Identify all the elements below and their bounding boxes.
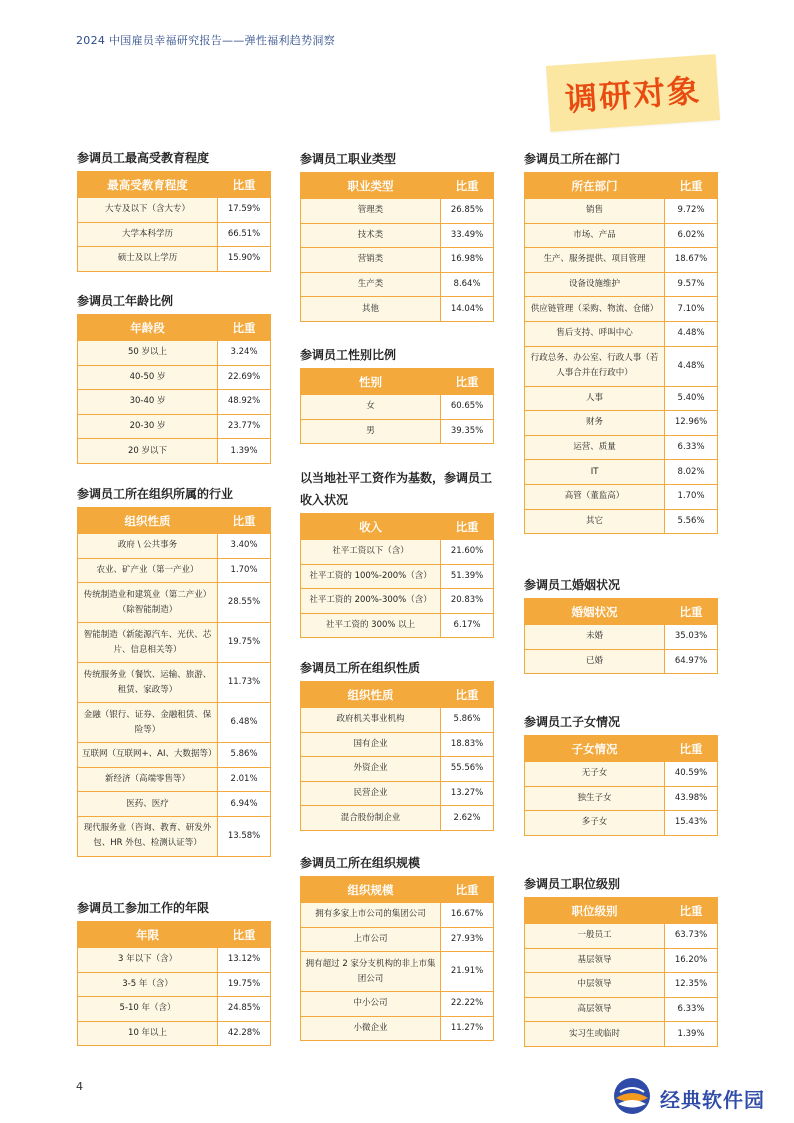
table-row bbox=[78, 439, 271, 464]
table-row bbox=[525, 321, 718, 346]
row-percentage: 60.65% bbox=[441, 395, 494, 420]
table-row bbox=[301, 223, 494, 248]
row-label: 行政总务、办公室、行政人事（若人事合并在行政中） bbox=[525, 346, 665, 386]
row-label: 其他 bbox=[301, 297, 441, 322]
row-percentage: 11.73% bbox=[218, 663, 271, 703]
row-percentage: 3.24% bbox=[218, 341, 271, 366]
table-row bbox=[78, 558, 271, 583]
education-section bbox=[77, 148, 271, 272]
table-row bbox=[525, 411, 718, 436]
table-row bbox=[78, 414, 271, 439]
row-label: 现代服务业（咨询、教育、研发外包、HR 外包、检测认证等） bbox=[78, 816, 218, 856]
row-label: 实习生或临时 bbox=[525, 1022, 665, 1047]
table-row bbox=[525, 484, 718, 509]
data-table bbox=[300, 876, 494, 1041]
row-percentage: 12.96% bbox=[665, 411, 718, 436]
section-banner bbox=[546, 54, 720, 132]
row-label: 小微企业 bbox=[301, 1016, 441, 1041]
row-percentage: 28.55% bbox=[218, 583, 271, 623]
table-row bbox=[525, 346, 718, 386]
section-title: 参调员工年龄比例 bbox=[77, 294, 174, 308]
logo-text: 经典软件园 bbox=[660, 1088, 765, 1112]
column-header-share: 比重 bbox=[218, 315, 271, 341]
table-row bbox=[301, 248, 494, 273]
row-percentage: 22.69% bbox=[218, 365, 271, 390]
table-row bbox=[78, 623, 271, 663]
row-percentage: 2.62% bbox=[441, 806, 494, 831]
row-label: 社平工资的 200%-300%（含） bbox=[301, 589, 441, 614]
table-row bbox=[525, 762, 718, 787]
data-table bbox=[77, 921, 271, 1046]
row-percentage: 3.40% bbox=[218, 534, 271, 559]
data-table bbox=[524, 897, 718, 1047]
row-label: 大学本科学历 bbox=[78, 222, 218, 247]
row-percentage: 24.85% bbox=[218, 997, 271, 1022]
table-header-row bbox=[301, 682, 494, 708]
table-row bbox=[78, 767, 271, 792]
table-row bbox=[301, 272, 494, 297]
column-header-category: 年龄段 bbox=[78, 315, 218, 341]
row-percentage: 39.35% bbox=[441, 419, 494, 444]
table-row bbox=[78, 663, 271, 703]
row-label: 5-10 年（含） bbox=[78, 997, 218, 1022]
row-label: 上市公司 bbox=[301, 927, 441, 952]
table-row bbox=[301, 419, 494, 444]
row-label: 生产类 bbox=[301, 272, 441, 297]
row-percentage: 26.85% bbox=[441, 199, 494, 224]
table-row bbox=[301, 757, 494, 782]
row-label: 营销类 bbox=[301, 248, 441, 273]
row-percentage: 13.58% bbox=[218, 816, 271, 856]
row-percentage: 63.73% bbox=[665, 924, 718, 949]
table-row bbox=[301, 613, 494, 638]
table-row bbox=[78, 534, 271, 559]
row-label: 社平工资以下（含） bbox=[301, 540, 441, 565]
column-header-share: 比重 bbox=[441, 877, 494, 903]
row-percentage: 6.17% bbox=[441, 613, 494, 638]
row-percentage: 15.90% bbox=[218, 247, 271, 272]
section-title: 参调员工子女情况 bbox=[524, 715, 621, 729]
row-percentage: 5.40% bbox=[665, 386, 718, 411]
table-row bbox=[301, 806, 494, 831]
table-row bbox=[301, 199, 494, 224]
row-label: 政府机关事业机构 bbox=[301, 708, 441, 733]
row-percentage: 5.86% bbox=[441, 708, 494, 733]
column-header-category: 子女情况 bbox=[525, 736, 665, 762]
marital-section bbox=[524, 575, 718, 674]
table-header-row bbox=[301, 173, 494, 199]
table-row bbox=[525, 460, 718, 485]
row-label: 售后支持、呼叫中心 bbox=[525, 321, 665, 346]
table-row bbox=[301, 540, 494, 565]
row-percentage: 48.92% bbox=[218, 390, 271, 415]
section-title: 参调员工所在部门 bbox=[524, 152, 621, 166]
income-section bbox=[300, 467, 494, 638]
data-table bbox=[300, 681, 494, 831]
row-percentage: 5.56% bbox=[665, 509, 718, 534]
row-percentage: 19.75% bbox=[218, 972, 271, 997]
row-label: 财务 bbox=[525, 411, 665, 436]
row-percentage: 18.67% bbox=[665, 248, 718, 273]
table-row bbox=[525, 435, 718, 460]
row-percentage: 18.83% bbox=[441, 732, 494, 757]
table-row bbox=[525, 625, 718, 650]
row-label: 40-50 岁 bbox=[78, 365, 218, 390]
row-percentage: 16.67% bbox=[441, 903, 494, 928]
row-label: 30-40 岁 bbox=[78, 390, 218, 415]
section-title: 参调员工性别比例 bbox=[300, 348, 397, 362]
row-percentage: 8.02% bbox=[665, 460, 718, 485]
row-label: 高层领导 bbox=[525, 997, 665, 1022]
row-label: 20 岁以下 bbox=[78, 439, 218, 464]
row-label: 多子女 bbox=[525, 811, 665, 836]
banner-title: 调研对象 bbox=[563, 71, 703, 119]
column-header-category: 职位级别 bbox=[525, 898, 665, 924]
data-table bbox=[77, 171, 271, 272]
section-title: 参调员工所在组织所属的行业 bbox=[77, 487, 234, 501]
table-row bbox=[78, 792, 271, 817]
row-label: 国有企业 bbox=[301, 732, 441, 757]
column-header-share: 比重 bbox=[665, 898, 718, 924]
data-table bbox=[77, 314, 271, 464]
column-header-share: 比重 bbox=[441, 173, 494, 199]
row-label: 独生子女 bbox=[525, 786, 665, 811]
row-label: 3 年以下（含） bbox=[78, 948, 218, 973]
row-label: 智能制造（新能源汽车、光伏、芯片、信息相关等） bbox=[78, 623, 218, 663]
row-percentage: 13.12% bbox=[218, 948, 271, 973]
data-table bbox=[77, 507, 271, 857]
section-title: 以当地社平工资作为基数，参调员工收入状况 bbox=[300, 471, 493, 507]
data-table bbox=[524, 735, 718, 836]
page-number: 4 bbox=[76, 1080, 83, 1093]
column-header-share: 比重 bbox=[441, 369, 494, 395]
table-row bbox=[78, 972, 271, 997]
row-percentage: 16.20% bbox=[665, 948, 718, 973]
column-header-category: 组织性质 bbox=[301, 682, 441, 708]
row-label: 混合股份制企业 bbox=[301, 806, 441, 831]
row-percentage: 43.98% bbox=[665, 786, 718, 811]
section-title: 参调员工所在组织性质 bbox=[300, 661, 421, 675]
table-header-row bbox=[301, 369, 494, 395]
column-header-category: 年限 bbox=[78, 922, 218, 948]
row-label: 运营、质量 bbox=[525, 435, 665, 460]
table-header-row bbox=[78, 315, 271, 341]
table-row bbox=[525, 386, 718, 411]
table-row bbox=[525, 248, 718, 273]
row-percentage: 15.43% bbox=[665, 811, 718, 836]
row-label: 民营企业 bbox=[301, 781, 441, 806]
table-row bbox=[301, 732, 494, 757]
table-header-row bbox=[78, 172, 271, 198]
column-header-category: 性别 bbox=[301, 369, 441, 395]
row-label: 拥有多家上市公司的集团公司 bbox=[301, 903, 441, 928]
row-percentage: 16.98% bbox=[441, 248, 494, 273]
column-header-share: 比重 bbox=[665, 599, 718, 625]
section-title: 参调员工参加工作的年限 bbox=[77, 901, 210, 915]
table-row bbox=[525, 973, 718, 998]
row-percentage: 19.75% bbox=[218, 623, 271, 663]
data-table bbox=[300, 368, 494, 444]
column-header-category: 婚姻状况 bbox=[525, 599, 665, 625]
row-label: 新经济（高端零售等） bbox=[78, 767, 218, 792]
row-percentage: 33.49% bbox=[441, 223, 494, 248]
row-label: 管理类 bbox=[301, 199, 441, 224]
row-label: 互联网（互联网+、AI、大数据等） bbox=[78, 743, 218, 768]
row-percentage: 6.94% bbox=[218, 792, 271, 817]
column-header-category: 职业类型 bbox=[301, 173, 441, 199]
table-header-row bbox=[525, 599, 718, 625]
column-header-share: 比重 bbox=[218, 508, 271, 534]
table-header-row bbox=[78, 508, 271, 534]
column-header-category: 组织规模 bbox=[301, 877, 441, 903]
table-row bbox=[525, 948, 718, 973]
table-header-row bbox=[301, 877, 494, 903]
table-header-row bbox=[525, 173, 718, 199]
row-percentage: 27.93% bbox=[441, 927, 494, 952]
row-percentage: 7.10% bbox=[665, 297, 718, 322]
column-header-share: 比重 bbox=[665, 736, 718, 762]
row-percentage: 4.48% bbox=[665, 321, 718, 346]
table-row bbox=[525, 997, 718, 1022]
row-percentage: 23.77% bbox=[218, 414, 271, 439]
row-label: 已婚 bbox=[525, 649, 665, 674]
table-row bbox=[301, 903, 494, 928]
table-row bbox=[78, 816, 271, 856]
site-logo bbox=[612, 1074, 782, 1118]
table-row bbox=[301, 992, 494, 1017]
section-title: 参调员工最高受教育程度 bbox=[77, 151, 210, 165]
row-percentage: 9.57% bbox=[665, 272, 718, 297]
row-label: 外资企业 bbox=[301, 757, 441, 782]
row-label: 中小公司 bbox=[301, 992, 441, 1017]
department-section bbox=[524, 149, 718, 534]
row-percentage: 14.04% bbox=[441, 297, 494, 322]
row-percentage: 12.35% bbox=[665, 973, 718, 998]
row-label: 高管（董监高） bbox=[525, 484, 665, 509]
column-header-category: 所在部门 bbox=[525, 173, 665, 199]
column-header-category: 收入 bbox=[301, 514, 441, 540]
row-label: 男 bbox=[301, 419, 441, 444]
row-percentage: 6.02% bbox=[665, 223, 718, 248]
table-row bbox=[525, 924, 718, 949]
row-percentage: 6.48% bbox=[218, 703, 271, 743]
row-percentage: 66.51% bbox=[218, 222, 271, 247]
row-label: 生产、服务提供、项目管理 bbox=[525, 248, 665, 273]
section-title: 参调员工所在组织规模 bbox=[300, 856, 421, 870]
section-title: 参调员工婚姻状况 bbox=[524, 578, 621, 592]
table-row bbox=[78, 948, 271, 973]
table-row bbox=[78, 703, 271, 743]
job-level-section bbox=[524, 874, 718, 1047]
table-row bbox=[78, 390, 271, 415]
row-label: 市场、产品 bbox=[525, 223, 665, 248]
table-row bbox=[301, 781, 494, 806]
row-percentage: 40.59% bbox=[665, 762, 718, 787]
table-row bbox=[525, 199, 718, 224]
children-section bbox=[524, 712, 718, 836]
data-table bbox=[524, 172, 718, 534]
row-percentage: 1.70% bbox=[665, 484, 718, 509]
job-type-section bbox=[300, 149, 494, 322]
row-percentage: 21.91% bbox=[441, 952, 494, 992]
row-label: 传统服务业（餐饮、运输、旅游、租赁、家政等） bbox=[78, 663, 218, 703]
table-row bbox=[301, 395, 494, 420]
row-percentage: 13.27% bbox=[441, 781, 494, 806]
table-row bbox=[78, 1021, 271, 1046]
column-header-share: 比重 bbox=[665, 173, 718, 199]
row-label: 人事 bbox=[525, 386, 665, 411]
table-row bbox=[525, 223, 718, 248]
row-label: 拥有超过 2 家分支机构的非上市集团公司 bbox=[301, 952, 441, 992]
column-header-category: 组织性质 bbox=[78, 508, 218, 534]
row-label: 农业、矿产业（第一产业） bbox=[78, 558, 218, 583]
table-row bbox=[78, 247, 271, 272]
table-row bbox=[78, 198, 271, 223]
age-section bbox=[77, 291, 271, 464]
row-label: 一般员工 bbox=[525, 924, 665, 949]
row-label: 传统制造业和建筑业（第二产业）（除智能制造） bbox=[78, 583, 218, 623]
column-header-category: 最高受教育程度 bbox=[78, 172, 218, 198]
row-percentage: 20.83% bbox=[441, 589, 494, 614]
table-header-row bbox=[78, 922, 271, 948]
row-label: 设备设施维护 bbox=[525, 272, 665, 297]
row-label: 10 年以上 bbox=[78, 1021, 218, 1046]
data-table bbox=[300, 513, 494, 638]
row-label: 50 岁以上 bbox=[78, 341, 218, 366]
row-label: 20-30 岁 bbox=[78, 414, 218, 439]
row-percentage: 1.70% bbox=[218, 558, 271, 583]
row-percentage: 11.27% bbox=[441, 1016, 494, 1041]
row-percentage: 35.03% bbox=[665, 625, 718, 650]
section-title: 参调员工职位级别 bbox=[524, 877, 621, 891]
row-percentage: 5.86% bbox=[218, 743, 271, 768]
row-percentage: 21.60% bbox=[441, 540, 494, 565]
row-percentage: 1.39% bbox=[218, 439, 271, 464]
row-percentage: 4.48% bbox=[665, 346, 718, 386]
row-label: 大专及以下（含大专） bbox=[78, 198, 218, 223]
table-header-row bbox=[301, 514, 494, 540]
row-label: 技术类 bbox=[301, 223, 441, 248]
table-row bbox=[78, 743, 271, 768]
table-header-row bbox=[525, 898, 718, 924]
table-row bbox=[78, 583, 271, 623]
row-label: 中层领导 bbox=[525, 973, 665, 998]
row-label: 无子女 bbox=[525, 762, 665, 787]
section-title: 参调员工职业类型 bbox=[300, 152, 397, 166]
table-row bbox=[301, 1016, 494, 1041]
data-table bbox=[300, 172, 494, 322]
row-percentage: 55.56% bbox=[441, 757, 494, 782]
row-label: 其它 bbox=[525, 509, 665, 534]
row-percentage: 6.33% bbox=[665, 435, 718, 460]
row-percentage: 22.22% bbox=[441, 992, 494, 1017]
table-header-row bbox=[525, 736, 718, 762]
table-row bbox=[301, 708, 494, 733]
org-nature-section bbox=[300, 658, 494, 831]
row-percentage: 2.01% bbox=[218, 767, 271, 792]
table-row bbox=[78, 341, 271, 366]
column-header-share: 比重 bbox=[218, 172, 271, 198]
row-percentage: 9.72% bbox=[665, 199, 718, 224]
report-header: 2024 中国雇员幸福研究报告——弹性福利趋势洞察 bbox=[76, 34, 335, 47]
row-percentage: 8.64% bbox=[441, 272, 494, 297]
work-years-section bbox=[77, 898, 271, 1046]
row-label: 3-5 年（含） bbox=[78, 972, 218, 997]
table-row bbox=[525, 1022, 718, 1047]
row-label: 硕士及以上学历 bbox=[78, 247, 218, 272]
gender-section bbox=[300, 345, 494, 444]
table-row bbox=[525, 509, 718, 534]
table-row bbox=[525, 649, 718, 674]
row-label: 社平工资的 100%-200%（含） bbox=[301, 564, 441, 589]
row-percentage: 1.39% bbox=[665, 1022, 718, 1047]
table-row bbox=[525, 297, 718, 322]
row-label: 金融（银行、证券、金融租赁、保险等） bbox=[78, 703, 218, 743]
row-label: 政府 \ 公共事务 bbox=[78, 534, 218, 559]
row-label: 基层领导 bbox=[525, 948, 665, 973]
table-row bbox=[78, 997, 271, 1022]
column-header-share: 比重 bbox=[218, 922, 271, 948]
row-label: 销售 bbox=[525, 199, 665, 224]
logo-icon bbox=[612, 1076, 652, 1116]
table-row bbox=[301, 952, 494, 992]
column-header-share: 比重 bbox=[441, 514, 494, 540]
row-percentage: 64.97% bbox=[665, 649, 718, 674]
column-header-share: 比重 bbox=[441, 682, 494, 708]
table-row bbox=[525, 272, 718, 297]
table-row bbox=[301, 927, 494, 952]
table-row bbox=[525, 786, 718, 811]
row-label: 未婚 bbox=[525, 625, 665, 650]
row-label: 供应链管理（采购、物流、仓储） bbox=[525, 297, 665, 322]
row-percentage: 6.33% bbox=[665, 997, 718, 1022]
table-row bbox=[301, 564, 494, 589]
org-scale-section bbox=[300, 853, 494, 1041]
table-row bbox=[301, 297, 494, 322]
row-label: 社平工资的 300% 以上 bbox=[301, 613, 441, 638]
row-percentage: 42.28% bbox=[218, 1021, 271, 1046]
data-table bbox=[524, 598, 718, 674]
table-row bbox=[301, 589, 494, 614]
table-row bbox=[525, 811, 718, 836]
row-label: 女 bbox=[301, 395, 441, 420]
table-row bbox=[78, 365, 271, 390]
table-row bbox=[78, 222, 271, 247]
row-label: 医药、医疗 bbox=[78, 792, 218, 817]
row-percentage: 51.39% bbox=[441, 564, 494, 589]
row-label: IT bbox=[525, 460, 665, 485]
industry-section bbox=[77, 484, 271, 857]
row-percentage: 17.59% bbox=[218, 198, 271, 223]
